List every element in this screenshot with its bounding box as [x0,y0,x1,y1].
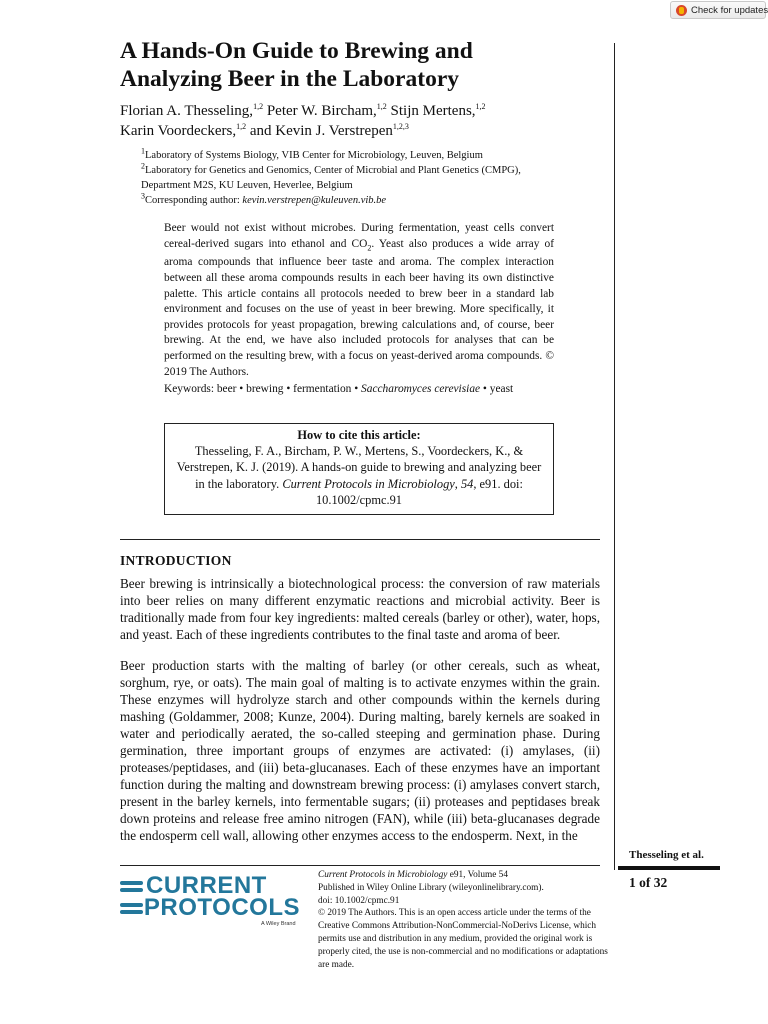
intro-paragraph-1: Beer brewing is intrinsically a biotechnological process: the conversion of raw materials into beer relies on many different enzymatic reactions and microbial activity. Beer is traditionally made from four key ingredients: malted cereals (barley or other), water, hops, and yeast. Each of these ingredients contributes to the final taste and aroma of beer. [120,576,600,642]
section-heading-introduction: INTRODUCTION [120,553,232,568]
logo-word-current: CURRENT [146,872,267,899]
page-number: 1 of 32 [629,875,668,890]
keywords-label: Keywords: [164,383,217,395]
author-name: Karin Voordeckers, [120,123,237,139]
logo-word-protocols: PROTOCOLS [143,894,300,921]
cite-heading: How to cite this article: [297,428,421,442]
affil-text: Department M2S, KU Leuven, Heverlee, Belgium [141,180,353,191]
cite-comma: , [454,476,461,491]
title-line-1: A Hands-On Guide to Brewing and [120,38,473,64]
author-name: and Kevin J. Verstrepen [246,123,393,139]
abstract-subscript: 2 [367,242,372,252]
author-affil-sup: 1,2 [253,102,264,111]
keyword-separator: • [351,383,362,395]
affil-text: Laboratory of Systems Biology, VIB Center for Microbiology, Leuven, Belgium [145,150,483,161]
affiliation-line [141,193,581,208]
keyword-separator: • [480,383,490,395]
footer-divider [120,865,600,866]
author-affil-sup: 1,2 [236,122,247,131]
keywords [164,382,584,397]
title-line-2: Analyzing Beer in the Laboratory [120,66,459,92]
footer-license: © 2019 The Authors. This is an open access article under the terms of the Creative Commons Attribution-NonCommercial-NoDerivs License, which permits use and distribution in any medium, provided the original work is properly cited, the use is non-commercial and no modifications or adaptations are made. [318,908,608,970]
running-author: Thesseling et al. [629,849,704,861]
footer-published: Published in Wiley Online Library (wileyonlinelibrary.com). [318,882,544,893]
page-number-bar [618,866,720,870]
keyword: Saccharomyces cerevisiae [361,383,481,395]
keyword: yeast [489,383,514,395]
keyword: brewing [246,383,284,395]
abstract-text: . Yeast also produces a wide array of aroma compounds that influence beer taste and aroma. The complex interaction between all these aroma compounds results in each beer having its own distinctive palette. This article contains all protocols needed to brew beer in a standard lab environment and focuses on the use of yeast in beer brewing. More specifically, it provides protocols for yeast propagation, brewing calculations and, of course, beer brewing. At the end, we have also included protocols for analyses that can be performed on the resulting brew, with a focus on yeast-derived aroma compounds. © 2019 The Authors. [164,237,554,378]
affil-sup: 3 [141,191,145,201]
author-affil-sup: 1,2 [475,102,486,111]
footer-volume: e91, Volume 54 [447,870,508,880]
affiliation-line [141,148,581,163]
margin-rule [614,43,615,870]
logo-brand: A Wiley Brand [261,921,296,927]
affiliation-line [141,178,581,193]
affiliation-line [141,163,581,178]
affil-text: Laboratory for Genetics and Genomics, Center of Microbial and Plant Genetics (CMPG), [145,165,521,176]
check-for-updates-button[interactable] [670,1,766,19]
cite-doi[interactable]: , e91. doi: 10.1002/cpmc.91 [315,476,523,507]
check-for-updates-label: Check for updates [691,5,768,16]
author-list [120,101,590,141]
article-title [120,37,600,93]
crossmark-icon [676,5,687,16]
author-name: Florian A. Thesseling, [120,103,254,119]
section-divider [120,539,600,540]
affiliations [141,148,581,208]
author-name: Stijn Mertens, [386,103,476,119]
cite-text [171,443,547,508]
intro-paragraph-2: Beer production starts with the malting of barley (or other cereals, such as wheat, sorghum, rye, or oats). The main goal of malting is to activate enzymes within the grain. These enzymes will hydrolyze starch and other compounds within the kernels during mashing (Goldammer, 2008; Kunze, 2004). During malting, barely kernels are soaked in water and periodically aerated, the so-called steeping and germination phase. During germination, three important groups of enzymes are activated: (i) amylases, (ii) proteases/peptidases, and (iii) beta-glucanases. Each of these enzymes have an important function during the malting and downstream brewing process: (i) amylases convert starch, present in the barley kernels, into fermentable sugars; (ii) proteases and peptidases break down proteins and release free amino nitrogen (FAN), while (iii) beta-glucanases degrade the endosperm cell wall, allowing other enzymes access to the endosperm. Next, in the [120,658,600,843]
keyword-separator: • [283,383,294,395]
cite-journal: Current Protocols in Microbiology [282,476,455,491]
affil-text: Corresponding author: [145,195,243,206]
how-to-cite-box [164,423,554,515]
keyword: fermentation [293,383,352,395]
cite-authors: Thesseling, F. A., Bircham, P. W., Mertens, S., Voordeckers, K., & Verstrepen, K. J. (2019). A hands-on guide to brewing and analyzing beer in the laboratory. [176,444,542,491]
author-affil-sup: 1,2,3 [392,122,409,131]
logo-stripes-icon [120,881,143,892]
abstract-text: Beer would not exist without microbes. During fermentation, yeast cells convert cereal-derived sugars into ethanol and CO [164,222,554,250]
affil-sup: 1 [141,146,145,156]
logo-stripes-icon [120,903,141,914]
author-name: Peter W. Bircham, [263,103,377,119]
cite-volume: 54 [460,476,474,491]
author-affil-sup: 1,2 [376,102,387,111]
footer-doi[interactable]: doi: 10.1002/cpmc.91 [318,895,400,906]
keyword: beer [216,383,237,395]
current-protocols-logo [120,872,300,935]
footer-journal: Current Protocols in Microbiology [318,870,448,880]
affil-sup: 2 [141,161,145,171]
corresponding-email-link[interactable]: kevin.verstrepen@kuleuven.vib.be [242,195,387,206]
publication-info [318,869,614,971]
keyword-separator: • [236,383,247,395]
abstract [164,221,554,380]
